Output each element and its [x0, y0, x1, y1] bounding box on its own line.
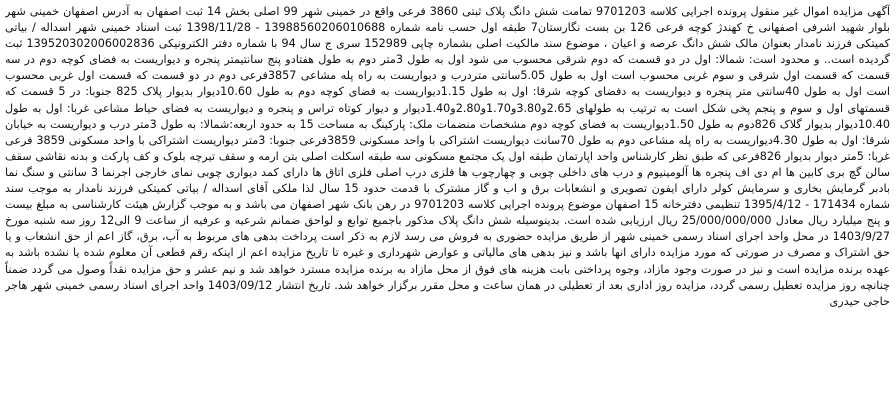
auction-notice-text: آگهی مزایده اموال غیر منقول پرونده اجرایی کلاسه 9701203 تمامت شش دانگ پلاک ثبتی 3860 فرعی واقع در خمینی شهر 99 اصلی بخش 14 ثبت اصفهان به آدرس اصفهان خمینی شهر بلوار شهید اشرفی اصفهانی خ کهندژ کوچه فرعی 126 بن بست نگارستان7 طبقه اول حسب نامه شماره 13988560206010688 - 1398/11/28 ثبت اسناد خمینی شهر اسداله / بیاتی کمیتکی فرزند نامدار بعنوان مالک شش دانگ عرصه و اعیان ، موضوع سند مالکیت اصلی بشماره چاپی 152989 سری ج سال 94 با شماره دفتر الکترونیکی 139520302006002836 ثبت گردیده است.. و محدود است: شمالا: اول در دو قسمت که دوم شرقی محسوب می شود اول به طول 3متر دوم به طول هفتادو پنج سانتیمتر پنجره و دیواریست به فضای کوچه دوم در سه قسمت که قسمت اول شرقی و سوم غربی محسوب است اول به طول 5.05سانتی متردرب و دیواریست به راه پله مشاعی 3857فرعی دوم در دو قسمت که قسمت اول غربی محسوب است اول به طول 40سانتی متر پنجره و دیواریست به دفضای کوچه شرقا: اول به طول 1.15دیواریست به فضای کوچه دوم به طول 10.60دیوار بدیوار پلاک 825 جنوبا: در 5 قسمت که قسمتهای اول و سوم و پنجم پخی شکل است به ترتیب به طولهای 2.65و3.80و1.70و2.80و1.40دیوار و دیوار کوتاه تراس و پنجره و دیواریست به فضای حیاط مشاعی غربا: اول به طول 10.40دیوار بدیوار گلاک 826دوم به طول 1.50دیواریست به فضای کوچه دوم مشخصات منضمات ملک: پارکینگ به مساحت 15 به حدود اربعه:شمالا: به طول 3متر درب و دیواریست به خیابان شرقا: اول به طول 4.30دیواریست به راه پله مشاعی دوم به طول 70سانت دیواریست اشتراکی با واحد مسکونی 3859فرعی جنوبا: 3متر دیواریست اشتراکی با واحد مسکونی 3859 فرعی غربا: 5متر دیوار بدیوار 826فرعی که طبق نظر کارشناس واحد اپارتمان طبقه اول یک مجتمع مسکونی سه طبقه اسکلت اصلی بتن ارمه و سقف تیرچه بلوک و کف پارکت و بدنه نقاشی سقف سالن گچ بری کابین ها ام دی اف پنجره ها آلومینیوم و درب های داخلی چوبی و چهارچوب ها فلزی درب اصلی فلزی اتاق ها دارای کمد دیواری چوبی نمای خارجی اجرنما 3 سانتی و سنگ نما بادبر گرمایش بخاری و سرمایش کولر دارای ایفون تصویری و انشعابات برق و اب و گاز مشترک با قدمت حدود 15 سال لذا ملکی آقای اسداله / بیاتی کمیتکی فرزند نامدار به موجب سند شماره 171434 - 1395/4/12 تنظیمی دفترخانه 15 اصفهان موضوع پرونده اجرایی کلاسه 9701203 در رهن بانک شهر اصفهان می باشد و به موجب گزارش هیئت کارشناسی به مبلغ بیست و پنج میلیارد ریال معادل 25/000/000/000 ریال ارزیابی شده است. بدینوسیله شش دانگ پلاک مذکور باجمیع توابع و لواحق ضمانم شرعیه و عرفیه از ساعت 9 الی12 روز سه شنبه مورخ 1403/9/27 در محل واحد اجرای اسناد رسمی خمینی شهر از طریق مزایده حضوری به فروش می رسد لازم به ذکر است پرداخت بدهی های مربوط به آب، برق، گاز اعم از حق انشعاب و یا حق اشتراک و مصرف در صورتی که مورد مزایده دارای انها باشد و نیز بدهی های مالیاتی و عوارض شهرداری و غیره تا تاریخ مزایده اعم از اینکه رقم قطعی آن معلوم شده یا نشده باشد به عهده برنده مزایده است و نیز در صورت وجود مازاد، وجوه پرداختی بابت هزینه های فوق از محل مازاد به برنده مزایده مسترد خواهد شد و نیم عشر و حق مزایده نقداً وصول می گردد ضمناً چنانچه روز مزایده تعطیل رسمی گردد، مزایده روز اداری بعد از تعطیلی در همان ساعت و محل مقرر برگزار خواهد شد. تاریخ انتشار 1403/09/12 واحد اجرای اسناد رسمی خمینی شهر هاجر حاجی حیدری — [5, 5, 890, 308]
